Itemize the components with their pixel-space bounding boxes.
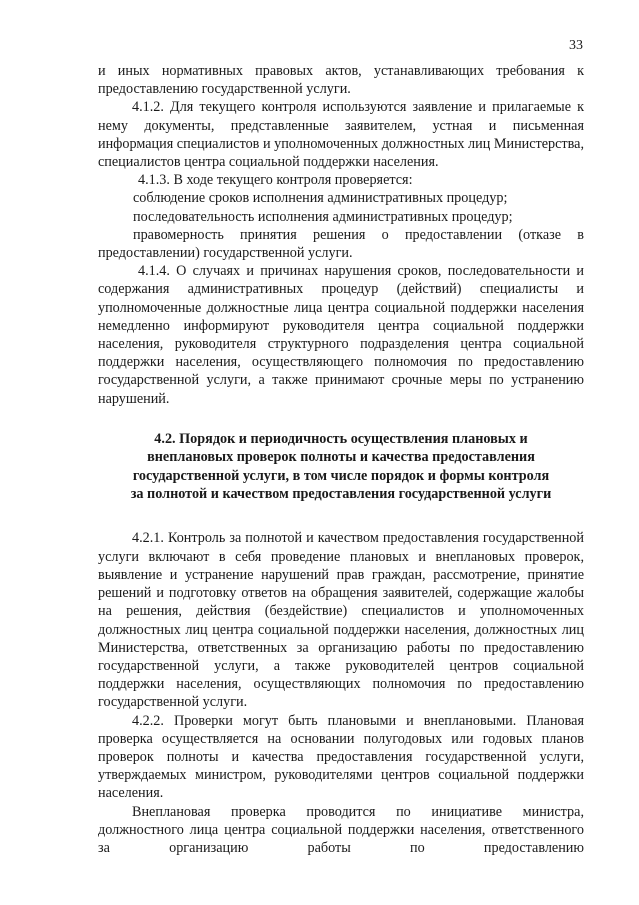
paragraph-4-2-2: 4.2.2. Проверки могут быть плановыми и внеплановыми. Плановая проверка осуществляется на основании полугодовых или годовых планов проверок полноты и качества предоставления государственной услуги, утверждаемых министром, руководителями центров социальной поддержки населения. xyxy=(98,712,584,802)
list-item-lawfulness: правомерность принятия решения о предоставлении (отказе в предоставлении) государственной услуги. xyxy=(98,226,584,262)
heading-line: внеплановых проверок полноты и качества предоставления xyxy=(147,449,535,466)
paragraph-4-1-2: 4.1.2. Для текущего контроля используются заявление и прилагаемые к нему документы, представленные заявителем, устная и письменная информация специалистов и уполномоченных должностных лиц Министерства, специалистов центра социальной поддержки населения. xyxy=(98,99,584,171)
heading-line: за полнотой и качеством предоставления государственной услуги xyxy=(130,486,552,503)
paragraph-unscheduled-check: Внеплановая проверка проводится по инициативе министра, должностного лица центра социальной поддержки населения, ответственного за организацию работы по предоставлению xyxy=(98,803,584,856)
heading-line: 4.2. Порядок и периодичность осуществления плановых и xyxy=(154,430,528,447)
paragraph-continuation: и иных нормативных правовых актов, устанавливающих требования к предоставлению государственной услуги. xyxy=(98,63,584,98)
heading-line: государственной услуги, в том числе порядок и формы контроля xyxy=(132,467,550,484)
list-item-sequence: последовательность исполнения административных процедур; xyxy=(133,208,513,225)
section-heading-4-2 xyxy=(98,430,584,504)
list-item-deadlines: соблюдение сроков исполнения административных процедур; xyxy=(133,190,508,207)
page-number: 33 xyxy=(569,38,583,53)
document-body xyxy=(98,62,584,857)
paragraph-4-1-3: 4.1.3. В ходе текущего контроля проверяется: xyxy=(138,172,413,189)
paragraph-4-1-4: 4.1.4. О случаях и причинах нарушения сроков, последовательности и содержания административных процедур (действий) специалисты и уполномоченные должностные лица центра социальной поддержки населения немедленно информируют руководителя центра социальной поддержки населения, руководителя структурного подразделения центра социальной поддержки населения, осуществляющего полномочия по предоставлению государственной услуги, а также принимают срочные меры по устранению нарушений. xyxy=(98,263,584,407)
paragraph-4-2-1: 4.2.1. Контроль за полнотой и качеством предоставления государственной услуги включают в себя проведение плановых и внеплановых проверок, выявление и устранение нарушений прав граждан, рассмотрение, принятие решений и подготовку ответов на обращения заявителей, содержащие жалобы на решения, действия (бездействие) специалистов и уполномоченных должностных лиц центра социальной поддержки населения, должностных лиц Министерства, ответственных за организацию работы по предоставлению государственной услуги, а также руководителей центров социальной поддержки населения, осуществляющих полномочия по предоставлению государственной услуги. xyxy=(98,530,584,711)
